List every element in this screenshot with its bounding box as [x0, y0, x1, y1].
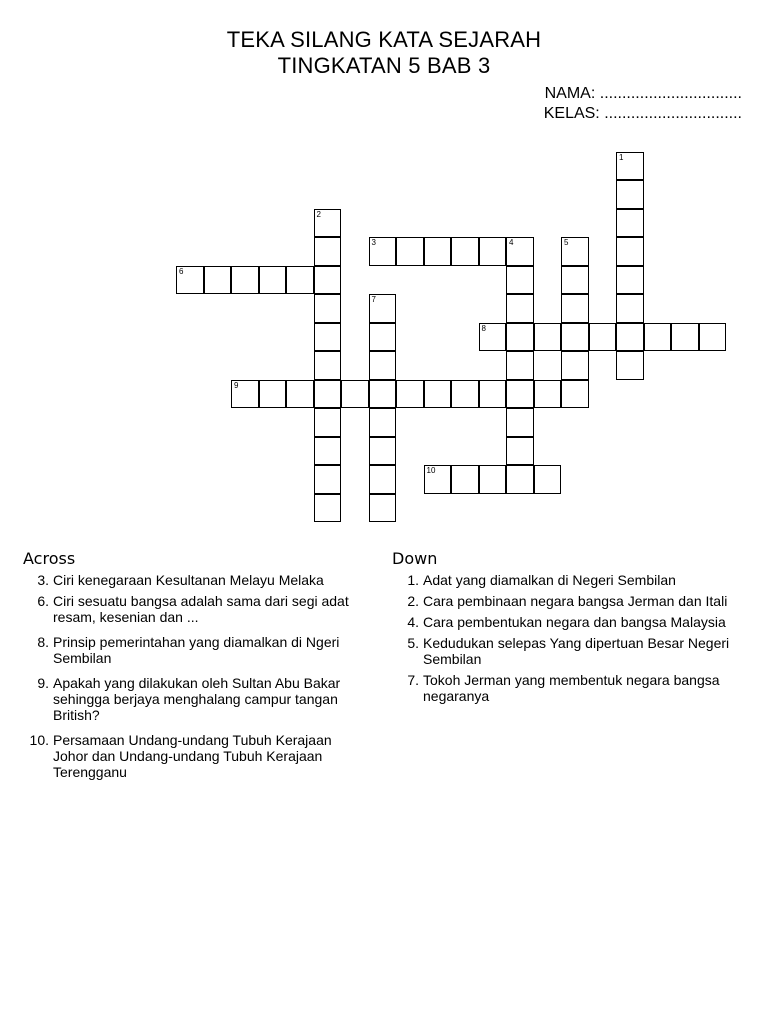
clue-text: Cara pembentukan negara dan bangsa Malaysia — [423, 614, 726, 630]
across-clue-9 — [20, 675, 370, 723]
crossword-cell[interactable] — [561, 351, 589, 380]
crossword-cell[interactable] — [616, 294, 644, 323]
crossword-cell[interactable] — [506, 294, 534, 323]
crossword-cell[interactable] — [479, 380, 507, 409]
crossword-cell[interactable] — [369, 380, 397, 409]
clue-text: Adat yang diamalkan di Negeri Sembilan — [423, 572, 676, 588]
cell-number: 2 — [316, 209, 321, 219]
down-heading: Down — [392, 549, 438, 568]
across-clue-8 — [20, 634, 370, 666]
crossword-cell[interactable] — [616, 323, 644, 352]
clue-text: Ciri kenegaraan Kesultanan Melayu Melaka — [53, 572, 324, 588]
crossword-cell[interactable] — [506, 266, 534, 295]
cell-number: 9 — [234, 380, 239, 390]
crossword-cell[interactable] — [396, 380, 424, 409]
crossword-cell[interactable] — [369, 323, 397, 352]
crossword-cell[interactable] — [369, 408, 397, 437]
clue-number: 1. — [407, 572, 419, 588]
clue-number: 7. — [407, 672, 419, 688]
crossword-cell[interactable] — [314, 209, 342, 238]
crossword-cell[interactable] — [479, 237, 507, 266]
crossword-cell[interactable] — [314, 323, 342, 352]
clue-number: 4. — [407, 614, 419, 630]
crossword-cell[interactable] — [561, 323, 589, 352]
crossword-cell[interactable] — [424, 237, 452, 266]
worksheet-title: TEKA SILANG KATA SEJARAH — [226, 27, 542, 52]
crossword-cell[interactable] — [561, 266, 589, 295]
crossword-cell[interactable] — [451, 237, 479, 266]
crossword-cell[interactable] — [644, 323, 672, 352]
crossword-cell[interactable] — [259, 380, 287, 409]
crossword-cell[interactable] — [616, 209, 644, 238]
crossword-cell[interactable] — [314, 408, 342, 437]
cell-number: 8 — [481, 323, 486, 333]
crossword-cell[interactable] — [506, 351, 534, 380]
crossword-cell[interactable] — [561, 380, 589, 409]
down-clue-7 — [390, 672, 750, 704]
crossword-cell[interactable] — [369, 237, 397, 266]
crossword-cell[interactable] — [369, 494, 397, 523]
cell-number: 1 — [619, 152, 624, 162]
crossword-cell[interactable] — [259, 266, 287, 295]
cell-number: 7 — [371, 295, 376, 304]
crossword-cell[interactable] — [176, 266, 204, 295]
crossword-cell[interactable] — [341, 380, 369, 409]
crossword-cell[interactable] — [314, 294, 342, 323]
crossword-cell[interactable] — [506, 323, 534, 352]
cell-number: 3 — [371, 238, 376, 247]
down-clue-4 — [390, 614, 750, 630]
cell-number: 4 — [509, 238, 514, 247]
clue-text: Cara pembinaan negara bangsa Jerman dan Itali — [423, 593, 728, 609]
clue-number: 2. — [407, 593, 419, 609]
name-field[interactable]: NAMA: ................................ — [544, 85, 742, 102]
crossword-cell[interactable] — [231, 266, 259, 295]
crossword-cell[interactable] — [616, 152, 644, 181]
across-heading: Across — [23, 549, 76, 568]
crossword-cell[interactable] — [369, 437, 397, 466]
crossword-cell[interactable] — [314, 351, 342, 380]
crossword-cell[interactable] — [424, 465, 452, 494]
crossword-cell[interactable] — [506, 237, 534, 266]
crossword-cell[interactable] — [451, 380, 479, 409]
crossword-cell[interactable] — [616, 266, 644, 295]
crossword-cell[interactable] — [314, 437, 342, 466]
crossword-cell[interactable] — [204, 266, 232, 295]
crossword-cell[interactable] — [479, 323, 507, 352]
crossword-cell[interactable] — [699, 323, 727, 352]
crossword-cell[interactable] — [369, 465, 397, 494]
clue-text: Persamaan Undang-undang Tubuh Kerajaan Johor dan Undang-undang Tubuh Kerajaan Terengganu — [53, 732, 332, 780]
crossword-cell[interactable] — [616, 351, 644, 380]
clue-text: Tokoh Jerman yang membentuk negara bangsa negaranya — [423, 672, 720, 704]
crossword-cell[interactable] — [534, 380, 562, 409]
crossword-cell[interactable] — [314, 380, 342, 409]
crossword-cell[interactable] — [561, 237, 589, 266]
crossword-cell[interactable] — [314, 266, 342, 295]
worksheet-subtitle: TINGKATAN 5 BAB 3 — [277, 53, 491, 78]
crossword-cell[interactable] — [396, 237, 424, 266]
clue-text: Kedudukan selepas Yang dipertuan Besar Negeri Sembilan — [423, 635, 730, 667]
cell-number: 10 — [426, 466, 436, 475]
crossword-cell[interactable] — [671, 323, 699, 352]
clue-number: 5. — [407, 635, 419, 651]
clue-text: Ciri sesuatu bangsa adalah sama dari segi adat resam, kesenian dan ... — [53, 593, 349, 625]
crossword-cell[interactable] — [506, 408, 534, 437]
crossword-cell[interactable] — [286, 380, 314, 409]
crossword-cell[interactable] — [506, 380, 534, 409]
down-clue-5 — [390, 635, 750, 667]
clue-number: 8. — [37, 634, 49, 650]
crossword-cell[interactable] — [314, 237, 342, 266]
crossword-cell[interactable] — [534, 465, 562, 494]
crossword-cell[interactable] — [616, 180, 644, 209]
crossword-cell[interactable] — [616, 237, 644, 266]
clue-number: 6. — [37, 593, 49, 609]
across-clue-10 — [20, 732, 370, 780]
crossword-cell[interactable] — [534, 323, 562, 352]
crossword-cell[interactable] — [479, 465, 507, 494]
crossword-cell[interactable] — [561, 294, 589, 323]
crossword-cell[interactable] — [286, 266, 314, 295]
crossword-cell[interactable] — [424, 380, 452, 409]
across-clue-list — [20, 572, 370, 785]
crossword-cell[interactable] — [369, 294, 397, 323]
down-clue-list — [390, 572, 750, 709]
crossword-cell[interactable] — [589, 323, 617, 352]
crossword-cell[interactable] — [369, 351, 397, 380]
down-clue-2 — [390, 593, 750, 609]
clue-text: Prinsip pemerintahan yang diamalkan di Ngeri Sembilan — [53, 634, 340, 666]
crossword-cell[interactable] — [231, 380, 259, 409]
crossword-cell[interactable] — [314, 494, 342, 523]
crossword-cell[interactable] — [451, 465, 479, 494]
crossword-cell[interactable] — [506, 437, 534, 466]
crossword-cell[interactable] — [506, 465, 534, 494]
clue-number: 3. — [37, 572, 49, 588]
crossword-cell[interactable] — [314, 465, 342, 494]
clue-number: 10. — [29, 732, 49, 748]
across-clue-3 — [20, 572, 370, 588]
cell-number: 5 — [564, 238, 569, 247]
clue-text: Apakah yang dilakukan oleh Sultan Abu Bakar sehingga berjaya menghalang campur tangan British? — [53, 675, 341, 723]
clue-number: 9. — [37, 675, 49, 691]
cell-number: 6 — [179, 266, 184, 276]
down-clue-1 — [390, 572, 750, 588]
class-field[interactable]: KELAS: ............................... — [543, 105, 742, 122]
across-clue-6 — [20, 593, 370, 625]
